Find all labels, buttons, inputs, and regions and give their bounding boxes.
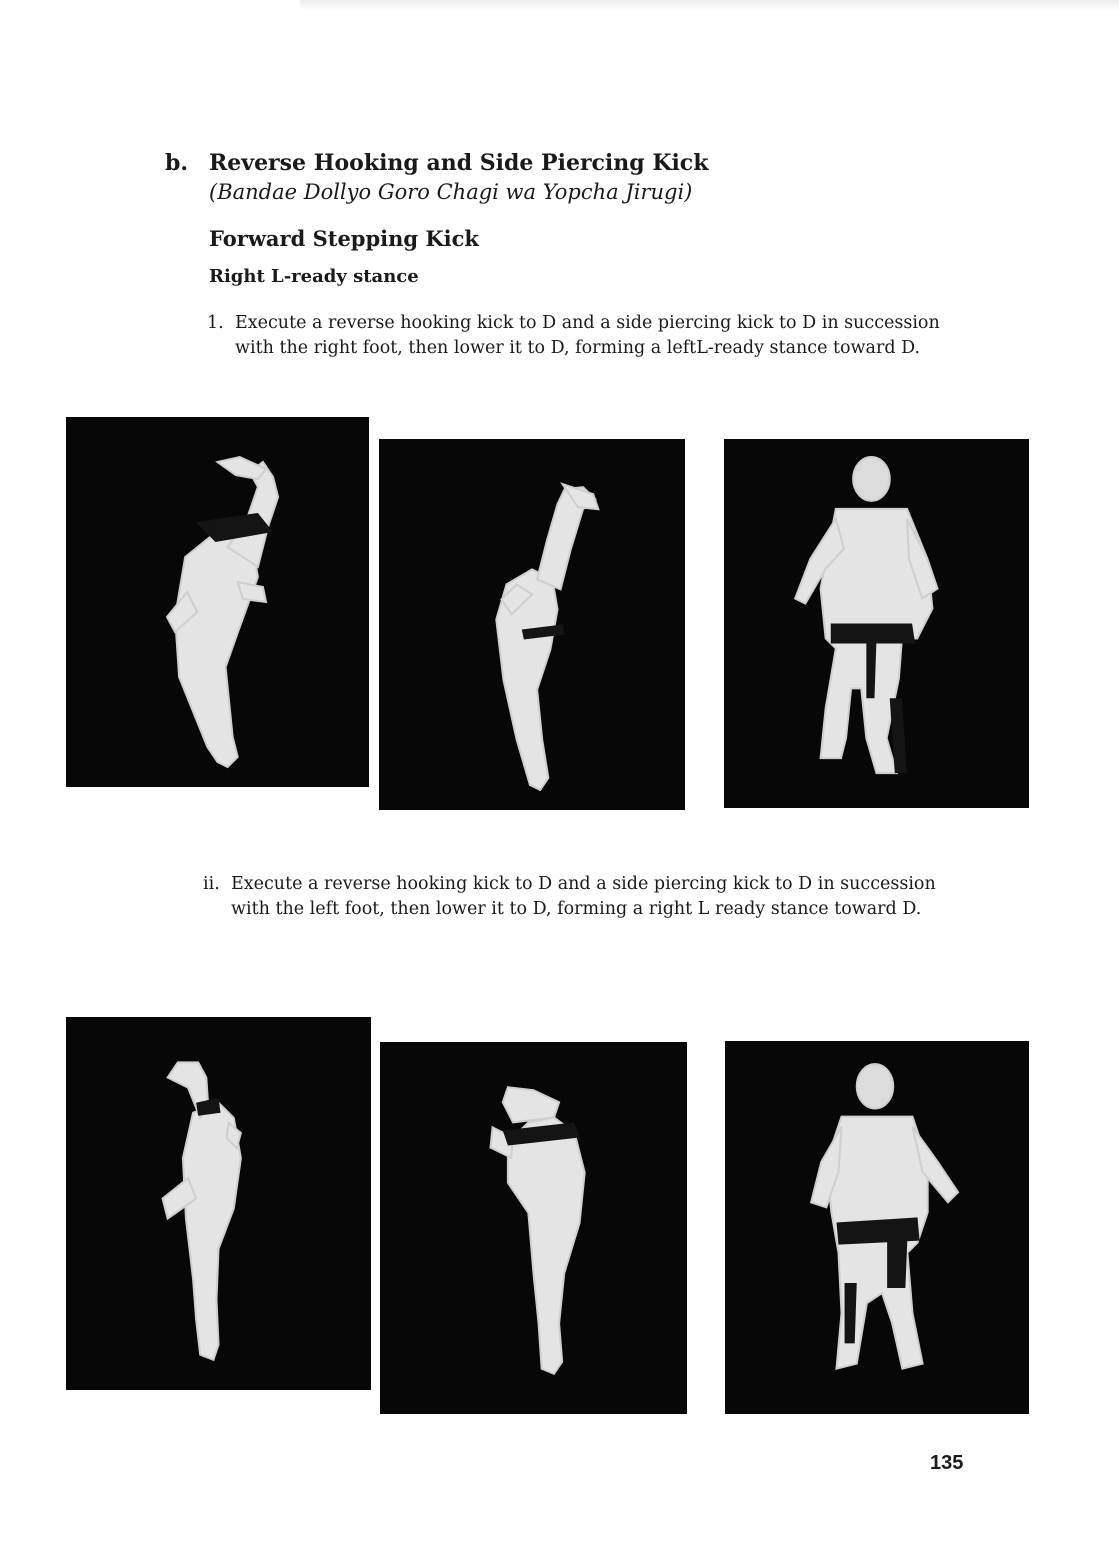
photo-row2-side-piercing-kick (380, 1042, 687, 1414)
photo-row1-ready-stance (724, 439, 1029, 808)
stance-heading: Right L-ready stance (209, 266, 419, 287)
photo-row1-side-piercing-kick (379, 439, 685, 810)
step-2 (203, 872, 963, 952)
section-subtitle: (Bandae Dollyo Goro Chagi wa Yopcha Jirugi) (209, 180, 693, 204)
step-text: Execute a reverse hooking kick to D and a side piercing kick to D in succession with the right foot, then lower it to D, forming a leftL-ready stance toward D. (235, 313, 940, 358)
step-number: ii. (203, 874, 220, 894)
photo-row2-ready-stance (725, 1041, 1029, 1414)
photo-row1-reverse-hooking-kick (66, 417, 369, 787)
step-text: Execute a reverse hooking kick to D and a side piercing kick to D in succession with the left foot, then lower it to D, forming a right L ready stance toward D. (231, 874, 936, 919)
page-number: 135 (930, 1452, 964, 1474)
section-title: Reverse Hooking and Side Piercing Kick (209, 150, 709, 176)
section-label: b. (165, 150, 189, 176)
photo-row2-reverse-hooking-kick (66, 1017, 371, 1390)
step-number: 1. (207, 313, 224, 333)
drill-heading: Forward Stepping Kick (209, 226, 479, 251)
scan-edge-shade (300, 0, 1119, 10)
step-1 (207, 311, 967, 391)
